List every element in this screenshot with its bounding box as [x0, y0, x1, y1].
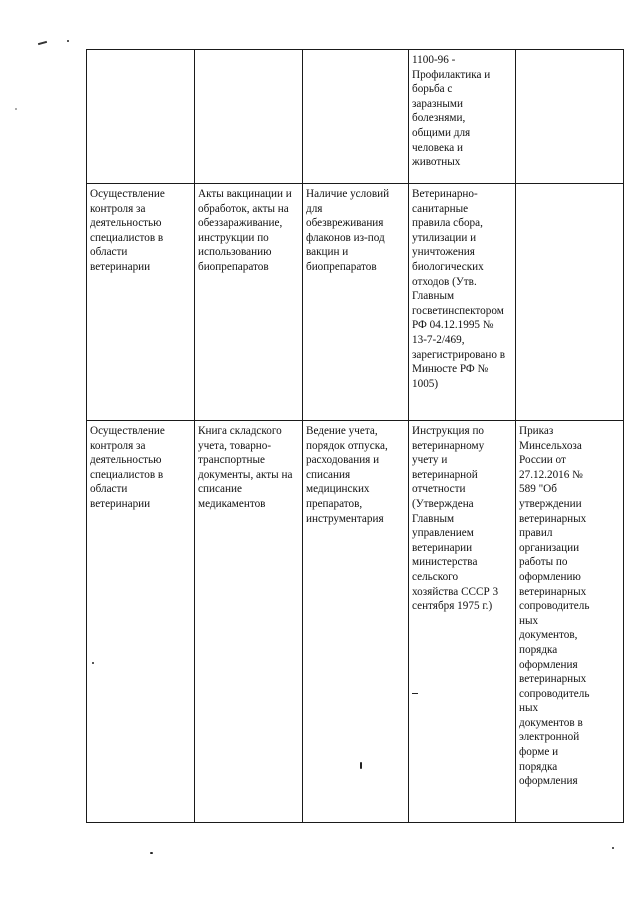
- cell-text: Осуществление контроля за деятельностью специалистов в области ветеринарии: [90, 425, 165, 510]
- cell-text: Книга складского учета, товарно- транспортные документы, акты на списание медикаментов: [198, 425, 293, 510]
- cell-text: Осуществление контроля за деятельностью специалистов в области ветеринарии: [90, 188, 165, 273]
- cell-text: Ветеринарно- санитарные правила сбора, утилизации и уничтожения биологических отходов (Утв. Главным госветинспектором РФ 04.12.1995 № 13-7-2/469, зарегистрировано в Минюсте РФ № 1005): [412, 188, 506, 390]
- cell-text: Приказ Минсельхоза России от 27.12.2016 № 589 "Об утверждении ветеринарных правил организации работы по оформлению ветеринарных сопроводитель ных документов, порядка оформления ветеринарных сопроводитель ных документов в электронной форме и порядка оформления: [519, 425, 590, 788]
- table-cell-requirements: [303, 184, 409, 421]
- cell-text: Ведение учета, порядок отпуска, расходования и списания медицинских препаратов, инструментария: [306, 425, 388, 525]
- table-row: [87, 184, 624, 421]
- table-cell-order: [516, 50, 624, 184]
- table-row: [87, 421, 624, 823]
- cell-text: 1100-96 - Профилактика и борьба с заразными болезнями, общими для человека и животных: [412, 54, 491, 169]
- regulations-table: [86, 49, 624, 823]
- table-cell-documents: [195, 421, 303, 823]
- cell-text: Акты вакцинации и обработок, акты на обеззараживание, инструкции по использованию биопрепаратов: [198, 188, 292, 273]
- scan-speck: [150, 852, 153, 854]
- table-cell-regulation: [409, 184, 516, 421]
- cell-text: Инструкция по ветеринарному учету и ветеринарной отчетности (Утверждена Главным управлением ветеринарии министерства сельского хозяйства СССР 3 сентября 1975 г.): [412, 425, 499, 613]
- table-row: [87, 50, 624, 184]
- table-cell-documents: [195, 50, 303, 184]
- table-cell-requirements: [303, 50, 409, 184]
- cell-text: Наличие условий для обезвреживания флаконов из-под вакцин и биопрепаратов: [306, 188, 390, 273]
- table-cell-activity: [87, 184, 195, 421]
- scan-artifact-mark: [38, 41, 47, 45]
- scan-speck: [612, 847, 614, 849]
- scan-speck: [67, 40, 69, 42]
- table-cell-regulation: [409, 421, 516, 823]
- table-cell-order: [516, 421, 624, 823]
- table-cell-requirements: [303, 421, 409, 823]
- table-cell-regulation: [409, 50, 516, 184]
- table-cell-activity: [87, 421, 195, 823]
- table-cell-order: [516, 184, 624, 421]
- scan-speck: [15, 108, 17, 110]
- table-cell-activity: [87, 50, 195, 184]
- table-cell-documents: [195, 184, 303, 421]
